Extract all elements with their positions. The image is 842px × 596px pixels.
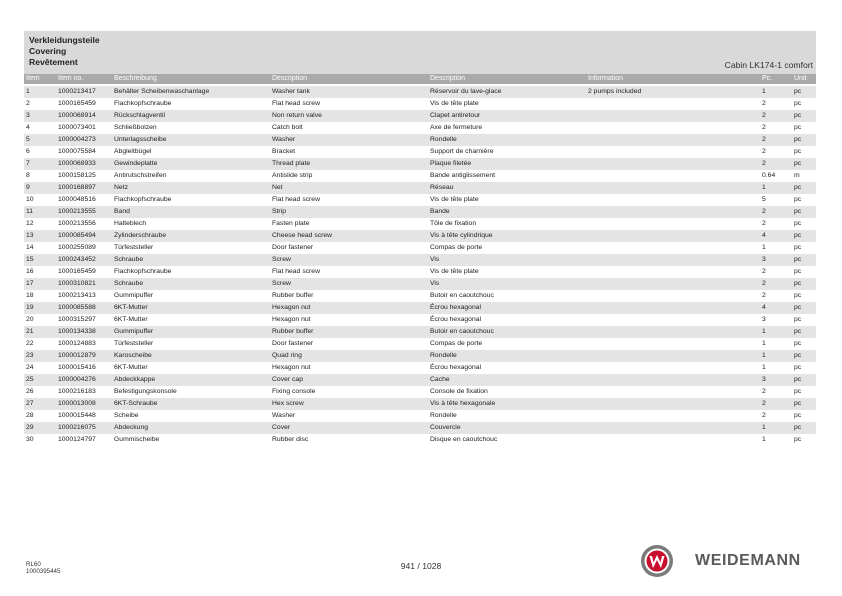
- cell-item: 21: [26, 328, 34, 335]
- cell-item: 19: [26, 304, 34, 311]
- cell-unit: pc: [794, 292, 802, 299]
- cell-description-en: Cover: [272, 424, 291, 431]
- table-row: [24, 182, 816, 194]
- col-description-fr: Description: [430, 75, 466, 82]
- cell-pc: 1: [762, 424, 766, 431]
- cell-description-en: Screw: [272, 280, 291, 287]
- title-english: Covering: [29, 46, 67, 56]
- table-row: [24, 434, 816, 446]
- cell-description-fr: Vis à tête cylindrique: [430, 232, 493, 239]
- cell-beschreibung: Türfeststeller: [114, 244, 154, 251]
- cell-item: 18: [26, 292, 34, 299]
- cell-pc: 2: [762, 136, 766, 143]
- brand-name: WEIDEMANN: [695, 552, 801, 569]
- cell-beschreibung: Flachkopfschraube: [114, 100, 172, 107]
- cell-beschreibung: 6KT-Mutter: [114, 304, 148, 311]
- cell-item-no: 1000048516: [58, 196, 96, 203]
- cell-description-fr: Vis: [430, 256, 440, 263]
- cell-pc: 2: [762, 400, 766, 407]
- cell-item-no: 1000124883: [58, 340, 96, 347]
- cell-description-en: Hex screw: [272, 400, 304, 407]
- cell-description-en: Flat head screw: [272, 100, 320, 107]
- table-row: [24, 242, 816, 254]
- cell-unit: pc: [794, 100, 802, 107]
- cell-description-fr: Butoir en caoutchouc: [430, 292, 494, 299]
- cell-beschreibung: Schraube: [114, 280, 144, 287]
- cell-item: 10: [26, 196, 34, 203]
- cell-beschreibung: Schließbolzen: [114, 124, 157, 131]
- cell-pc: 1: [762, 340, 766, 347]
- cell-unit: pc: [794, 220, 802, 227]
- cell-unit: pc: [794, 388, 802, 395]
- cell-item: 8: [26, 172, 30, 179]
- cell-pc: 4: [762, 232, 766, 239]
- cell-beschreibung: Gummipuffer: [114, 328, 154, 335]
- col-information: Information: [588, 75, 624, 82]
- cell-description-fr: Vis de tête plate: [430, 100, 479, 107]
- cell-item-no: 1000068914: [58, 112, 96, 119]
- cell-description-en: Thread plate: [272, 160, 311, 167]
- cell-description-en: Washer: [272, 412, 296, 419]
- cell-beschreibung: Halteblech: [114, 220, 147, 227]
- table-row: [24, 410, 816, 422]
- cell-description-en: Antislide strip: [272, 172, 313, 179]
- cell-unit: pc: [794, 340, 802, 347]
- cell-description-fr: Vis: [430, 280, 440, 287]
- cell-item-no: 1000085494: [58, 232, 96, 239]
- table-row: [24, 374, 816, 386]
- cell-unit: pc: [794, 352, 802, 359]
- cell-item-no: 1000165459: [58, 268, 96, 275]
- cell-item-no: 1000216183: [58, 388, 96, 395]
- cell-item-no: 1000165459: [58, 100, 96, 107]
- cell-item: 26: [26, 388, 34, 395]
- table-row: [24, 278, 816, 290]
- cell-unit: pc: [794, 436, 802, 443]
- cell-beschreibung: Flachkopfschraube: [114, 268, 172, 275]
- cell-item-no: 1000134338: [58, 328, 96, 335]
- cell-description-fr: Compas de porte: [430, 340, 483, 347]
- cell-item: 13: [26, 232, 34, 239]
- cell-pc: 1: [762, 352, 766, 359]
- col-beschreibung: Beschreibung: [114, 75, 157, 82]
- cell-beschreibung: Scheibe: [114, 412, 139, 419]
- table-row: [24, 98, 816, 110]
- page-number: 941 / 1028: [400, 561, 442, 571]
- table-row: [24, 338, 816, 350]
- cell-description-fr: Console de fixation: [430, 388, 488, 395]
- cell-unit: pc: [794, 304, 802, 311]
- cell-unit: pc: [794, 268, 802, 275]
- table-row: [24, 146, 816, 158]
- model-name: Cabin LK174-1 comfort: [724, 60, 813, 70]
- cell-description-fr: Butoir en caoutchouc: [430, 328, 494, 335]
- cell-item: 3: [26, 112, 30, 119]
- cell-item: 28: [26, 412, 34, 419]
- cell-beschreibung: 6KT-Mutter: [114, 316, 148, 323]
- cell-item: 17: [26, 280, 34, 287]
- cell-description-en: Screw: [272, 256, 291, 263]
- cell-description-en: Washer tank: [272, 88, 310, 95]
- cell-unit: pc: [794, 232, 802, 239]
- cell-description-en: Fasten plate: [272, 220, 310, 227]
- table-row: [24, 290, 816, 302]
- cell-description-fr: Rondelle: [430, 352, 457, 359]
- cell-description-fr: Réservoir du lave-glace: [430, 88, 502, 95]
- cell-description-en: Door fastener: [272, 340, 314, 347]
- cell-beschreibung: Behälter Scheibenwaschanlage: [114, 88, 210, 95]
- weidemann-logo-icon: [640, 544, 674, 578]
- cell-description-en: Cover cap: [272, 376, 303, 383]
- cell-item-no: 1000315297: [58, 316, 96, 323]
- table-row: [24, 134, 816, 146]
- table-row: [24, 302, 816, 314]
- cell-pc: 3: [762, 256, 766, 263]
- table-row: [24, 254, 816, 266]
- cell-unit: pc: [794, 400, 802, 407]
- cell-pc: 2: [762, 124, 766, 131]
- cell-item: 4: [26, 124, 30, 131]
- cell-pc: 2: [762, 208, 766, 215]
- cell-item: 9: [26, 184, 30, 191]
- cell-unit: pc: [794, 208, 802, 215]
- cell-item-no: 1000168897: [58, 184, 96, 191]
- cell-pc: 1: [762, 328, 766, 335]
- cell-item: 6: [26, 148, 30, 155]
- cell-beschreibung: Befestigungskonsole: [114, 388, 177, 395]
- cell-item-no: 1000015416: [58, 364, 96, 371]
- cell-beschreibung: Gewindeplatte: [114, 160, 158, 167]
- cell-description-en: Rubber disc: [272, 436, 309, 443]
- cell-item-no: 1000243452: [58, 256, 96, 263]
- cell-unit: pc: [794, 244, 802, 251]
- cell-description-en: Net: [272, 184, 283, 191]
- cell-item-no: 1000216075: [58, 424, 96, 431]
- cell-description-en: Hexagon nut: [272, 364, 311, 371]
- cell-pc: 1: [762, 364, 766, 371]
- cell-beschreibung: 6KT-Mutter: [114, 364, 148, 371]
- cell-beschreibung: Flachkopfschraube: [114, 196, 172, 203]
- table-row: [24, 158, 816, 170]
- cell-description-en: Strip: [272, 208, 286, 215]
- cell-unit: pc: [794, 160, 802, 167]
- cell-item-no: 1000068933: [58, 160, 96, 167]
- cell-pc: 0.64: [762, 172, 776, 179]
- cell-item-no: 1000213555: [58, 208, 96, 215]
- cell-pc: 4: [762, 304, 766, 311]
- cell-item-no: 1000158125: [58, 172, 96, 179]
- cell-item-no: 1000213417: [58, 88, 96, 95]
- cell-beschreibung: Netz: [114, 184, 128, 191]
- cell-item-no: 1000310821: [58, 280, 96, 287]
- cell-description-fr: Clapet antiretour: [430, 112, 481, 119]
- cell-item: 25: [26, 376, 34, 383]
- cell-pc: 2: [762, 412, 766, 419]
- cell-description-en: Bracket: [272, 148, 296, 155]
- table-row: [24, 386, 816, 398]
- cell-description-fr: Disque en caoutchouc: [430, 436, 498, 443]
- cell-pc: 1: [762, 88, 766, 95]
- cell-description-fr: Rondelle: [430, 412, 457, 419]
- title-german: Verkleidungsteile: [29, 35, 100, 45]
- table-row: [24, 170, 816, 182]
- table-row: [24, 398, 816, 410]
- cell-unit: pc: [794, 412, 802, 419]
- cell-item: 2: [26, 100, 30, 107]
- cell-pc: 3: [762, 316, 766, 323]
- cell-description-en: Non return valve: [272, 112, 322, 119]
- cell-description-fr: Réseau: [430, 184, 454, 191]
- cell-beschreibung: Abdeckkappe: [114, 376, 156, 383]
- footer-doc-number: 1000395445: [26, 568, 61, 575]
- cell-pc: 2: [762, 160, 766, 167]
- cell-description-en: Flat head screw: [272, 268, 320, 275]
- cell-pc: 3: [762, 376, 766, 383]
- cell-beschreibung: Gummischeibe: [114, 436, 160, 443]
- document-header: [24, 31, 816, 74]
- cell-item: 29: [26, 424, 34, 431]
- cell-pc: 2: [762, 100, 766, 107]
- cell-description-fr: Vis de tête plate: [430, 196, 479, 203]
- cell-item-no: 1000085588: [58, 304, 96, 311]
- cell-unit: pc: [794, 376, 802, 383]
- cell-description-fr: Écrou hexagonal: [430, 316, 482, 323]
- cell-item: 7: [26, 160, 30, 167]
- cell-description-en: Fixing console: [272, 388, 316, 395]
- cell-description-en: Hexagon nut: [272, 316, 311, 323]
- cell-description-en: Rubber buffer: [272, 328, 314, 335]
- cell-pc: 2: [762, 148, 766, 155]
- cell-beschreibung: Abgleitbügel: [114, 148, 152, 155]
- cell-description-en: Door fastener: [272, 244, 314, 251]
- cell-unit: pc: [794, 328, 802, 335]
- cell-item-no: 1000213413: [58, 292, 96, 299]
- cell-beschreibung: Rückschlagventil: [114, 112, 165, 119]
- cell-item-no: 1000073401: [58, 124, 96, 131]
- cell-item: 23: [26, 352, 34, 359]
- cell-beschreibung: Antirutschstreifen: [114, 172, 167, 179]
- cell-unit: m: [794, 172, 800, 179]
- cell-description-fr: Rondelle: [430, 136, 457, 143]
- cell-pc: 2: [762, 220, 766, 227]
- cell-description-en: Flat head screw: [272, 196, 320, 203]
- cell-beschreibung: Abdeckung: [114, 424, 149, 431]
- cell-unit: pc: [794, 424, 802, 431]
- cell-unit: pc: [794, 136, 802, 143]
- cell-item-no: 1000013008: [58, 400, 96, 407]
- table-row: [24, 206, 816, 218]
- cell-item: 30: [26, 436, 34, 443]
- cell-beschreibung: Gummipuffer: [114, 292, 154, 299]
- cell-description-fr: Bande: [430, 208, 450, 215]
- cell-description-en: Washer: [272, 136, 296, 143]
- cell-item: 20: [26, 316, 34, 323]
- col-item: Item: [26, 75, 40, 82]
- cell-item: 16: [26, 268, 34, 275]
- cell-item: 22: [26, 340, 34, 347]
- col-unit: Unit: [794, 75, 807, 82]
- cell-pc: 5: [762, 196, 766, 203]
- table-row: [24, 350, 816, 362]
- cell-item: 5: [26, 136, 30, 143]
- cell-pc: 2: [762, 268, 766, 275]
- cell-description-en: Quad ring: [272, 352, 302, 359]
- cell-beschreibung: Unterlagsscheibe: [114, 136, 167, 143]
- cell-item-no: 1000213556: [58, 220, 96, 227]
- cell-pc: 1: [762, 244, 766, 251]
- table-row: [24, 314, 816, 326]
- cell-description-fr: Vis de tête plate: [430, 268, 479, 275]
- cell-unit: pc: [794, 184, 802, 191]
- cell-unit: pc: [794, 256, 802, 263]
- table-row: [24, 194, 816, 206]
- cell-description-fr: Écrou hexagonal: [430, 304, 482, 311]
- table-row: [24, 110, 816, 122]
- cell-item-no: 1000124797: [58, 436, 96, 443]
- cell-description-fr: Compas de porte: [430, 244, 483, 251]
- cell-item-no: 1000075584: [58, 148, 96, 155]
- table-row: [24, 362, 816, 374]
- cell-description-en: Rubber buffer: [272, 292, 314, 299]
- cell-description-fr: Écrou hexagonal: [430, 364, 482, 371]
- cell-unit: pc: [794, 316, 802, 323]
- cell-beschreibung: Türfeststeller: [114, 340, 154, 347]
- table-row: [24, 422, 816, 434]
- cell-item-no: 1000012879: [58, 352, 96, 359]
- cell-description-en: Cheese head screw: [272, 232, 333, 239]
- cell-beschreibung: Zylinderschraube: [114, 232, 167, 239]
- cell-pc: 1: [762, 436, 766, 443]
- cell-description-fr: Bande antiglissement: [430, 172, 495, 179]
- cell-beschreibung: Karoscheibe: [114, 352, 152, 359]
- cell-item-no: 1000015448: [58, 412, 96, 419]
- cell-pc: 2: [762, 112, 766, 119]
- table-row: [24, 122, 816, 134]
- table-row: [24, 86, 816, 98]
- cell-description-fr: Support de charnière: [430, 148, 494, 155]
- cell-unit: pc: [794, 364, 802, 371]
- cell-item: 15: [26, 256, 34, 263]
- cell-description-fr: Axe de fermeture: [430, 124, 483, 131]
- cell-unit: pc: [794, 112, 802, 119]
- cell-item-no: 1000004276: [58, 376, 96, 383]
- footer-code: RL60: [26, 561, 41, 568]
- cell-description-fr: Cache: [430, 376, 450, 383]
- cell-description-en: Hexagon nut: [272, 304, 311, 311]
- cell-beschreibung: 6KT-Schraube: [114, 400, 158, 407]
- cell-description-fr: Tôle de fixation: [430, 220, 477, 227]
- cell-beschreibung: Schraube: [114, 256, 144, 263]
- parts-table: [24, 86, 816, 446]
- col-pc: Pc.: [762, 75, 773, 82]
- cell-unit: pc: [794, 148, 802, 155]
- table-row: [24, 230, 816, 242]
- cell-item-no: 1000255089: [58, 244, 96, 251]
- cell-information: 2 pumps included: [588, 88, 642, 95]
- title-french: Revêtement: [29, 57, 78, 67]
- cell-pc: 2: [762, 292, 766, 299]
- cell-description-fr: Couvercle: [430, 424, 461, 431]
- cell-item: 11: [26, 208, 34, 215]
- cell-pc: 2: [762, 388, 766, 395]
- cell-unit: pc: [794, 88, 802, 95]
- cell-description-fr: Vis à tête hexagonale: [430, 400, 496, 407]
- cell-beschreibung: Band: [114, 208, 130, 215]
- col-item-no: Item no.: [58, 75, 84, 82]
- cell-item: 24: [26, 364, 34, 371]
- table-row: [24, 266, 816, 278]
- cell-description-en: Catch bolt: [272, 124, 303, 131]
- col-description-en: Description: [272, 75, 308, 82]
- cell-unit: pc: [794, 124, 802, 131]
- cell-item-no: 1000004273: [58, 136, 96, 143]
- cell-pc: 1: [762, 184, 766, 191]
- cell-item: 27: [26, 400, 34, 407]
- cell-item: 1: [26, 88, 30, 95]
- table-column-header: [24, 74, 816, 84]
- table-row: [24, 326, 816, 338]
- cell-unit: pc: [794, 196, 802, 203]
- cell-description-fr: Plaque filetée: [430, 160, 472, 167]
- table-row: [24, 218, 816, 230]
- cell-unit: pc: [794, 280, 802, 287]
- cell-item: 12: [26, 220, 34, 227]
- cell-item: 14: [26, 244, 34, 251]
- cell-pc: 2: [762, 280, 766, 287]
